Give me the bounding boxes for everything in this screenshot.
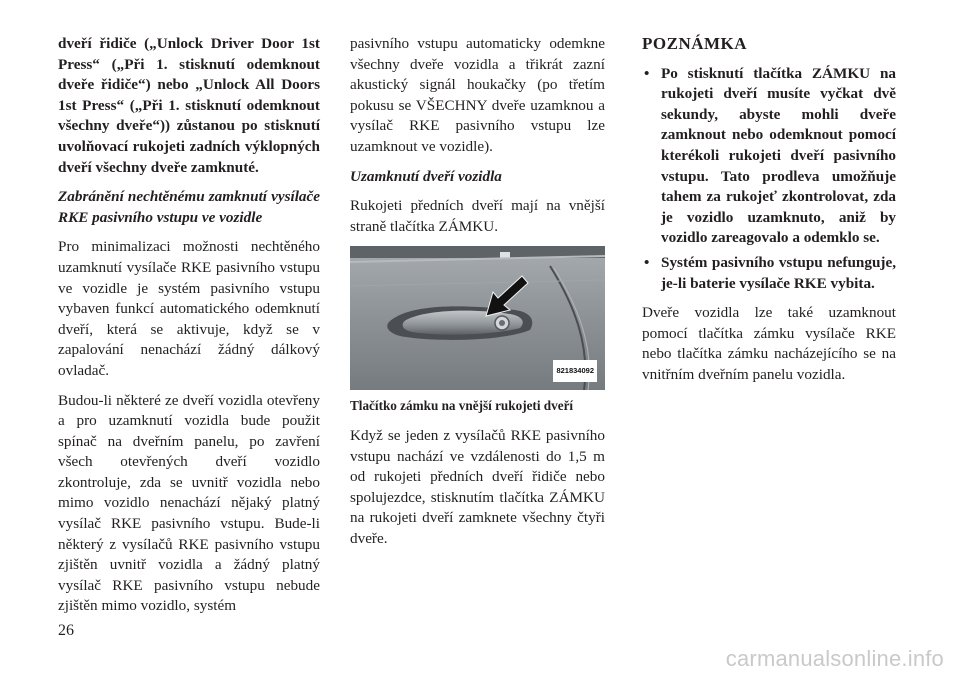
middle-column	[350, 34, 605, 559]
paragraph-minimize-lockout: Pro minimalizaci možnosti nechtěného uzamknutí vysílače RKE pasivního vstupu ve vozidle je systém pasivního vstupu vybaven funkcí automatického odemknutí dveří, která se aktivuje, když se v zapalování nenachází žádný dálkový ovladač.	[58, 238, 320, 379]
note-bullet-list	[642, 64, 896, 295]
figure-id-label: 821834092	[553, 360, 597, 383]
note-title: POZNÁMKA	[642, 34, 748, 53]
subheading-prevent-lockout: Zabránění nechtěnému zamknutí vysílače RKE pasivního vstupu ve vozidle	[58, 188, 320, 226]
paragraph-other-lock-methods: Dveře vozidla lze také uzamknout pomocí tlačítka zámku vysílače RKE nebo tlačítka zámku nacházejícího se na vnitřním dveřním panelu vozidla.	[642, 304, 896, 383]
figure-caption: Tlačítko zámku na vnější rukojeti dveří	[350, 398, 574, 414]
paragraph-lock-all-doors: Když se jeden z vysílačů RKE pasivního vstupu nachází ve vzdálenosti do 1,5 m od rukojeti předních dveří řidiče nebo spolujezdce, stisknutím tlačítka ZÁMKU na rukojeti dveří zamknete všechny čtyři dveře.	[350, 426, 605, 547]
paragraph-open-doors: Budou-li některé ze dveří vozidla otevřeny a pro uzamknutí vozidla bude použit spínač na dveřním panelu, po zavření všech otevřených dveří vozidlo zkontroluje, zda se uvnitř vozidla nebo mimo vozidlo nenachází nějaký platný vysílač RKE pasivního vstupu. Bude-li některý z vysílačů RKE pasivního vstupu zjištěn uvnitř vozidla a žádný platný vysílač RKE pasivního vstupu nebude zjištěn mimo vozidlo, systém	[58, 391, 320, 615]
watermark-text: carmanualsonline.info	[725, 646, 944, 671]
right-column	[642, 34, 896, 395]
page-number: 26	[58, 622, 74, 639]
paragraph-auto-unlock: pasivního vstupu automaticky odemkne všechny dveře vozidla a třikrát zazní akustický signál houkačky (po třetím pokusu se VŠECHNY dveře uzamknou a vysílač RKE pasivního vstupu lze uzamknout ve vozidle).	[350, 35, 605, 155]
subheading-locking-doors: Uzamknutí dveří vozidla	[350, 167, 502, 185]
note-bullet: • Po stisknutí tlačítka ZÁMKU na rukojeti dveří musíte vyčkat dvě sekundy, abyste mohli dveře zamknout nebo odemknout pomocí kterékoli rukojeti dveří pasivního vstupu. Tato prodleva umožňuje tahem za rukojeť zkontrolovat, zda je vozidlo uzamknuto, aniž by vozidlo zareagovalo a odemklo se.	[642, 64, 896, 249]
door-handle-figure	[350, 246, 605, 390]
left-column	[58, 34, 320, 626]
paragraph-lock-buttons: Rukojeti předních dveří mají na vnější straně tlačítka ZÁMKU.	[350, 197, 605, 235]
note-bullet: • Systém pasivního vstupu nefunguje, je-li baterie vysílače RKE vybita.	[642, 253, 896, 294]
intro-bold-text: dveří řidiče („Unlock Driver Door 1st Press“ („Při 1. stisknutí odemknout dveře řidiče“) nebo „Unlock All Doors 1st Press“ („Při 1. stisknutí odemknout všechny dveře“)) zůstanou po stisknutí uvolňovací rukojeti zadních výklopných dveří všechny dveře zamknuté.	[58, 35, 320, 176]
